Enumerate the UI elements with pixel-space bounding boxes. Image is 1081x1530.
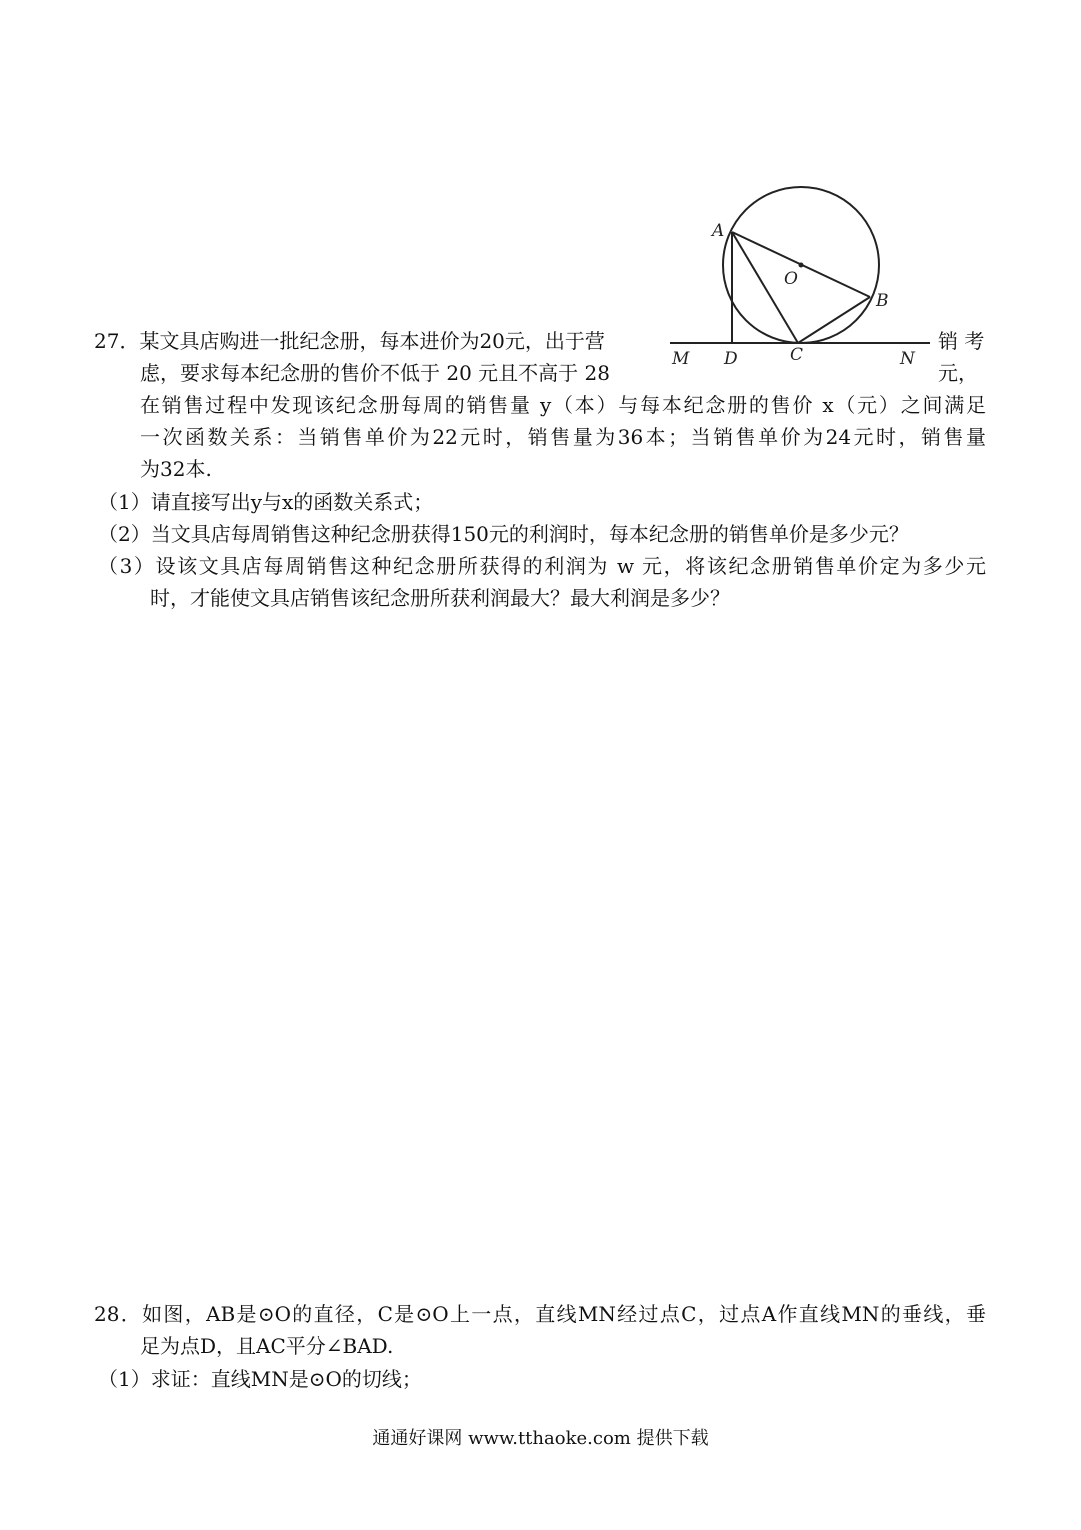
q27-part2: （2）当文具店每周销售这种纪念册获得150元的利润时，每本纪念册的销售单价是多少元？: [98, 522, 909, 546]
center-dot: [799, 263, 804, 268]
label-m: M: [672, 349, 690, 369]
label-c: C: [790, 345, 804, 365]
q27-part1: （1）请直接写出y与x的函数关系式；: [98, 490, 434, 514]
q27-line1-right: 销 考: [938, 329, 985, 353]
q28-line1: 28．如图，AB是⊙O的直径，C是⊙O上一点，直线MN经过点C，过点A作直线MN的垂线，垂: [94, 1302, 986, 1326]
q28-line2: 足为点D，且AC平分∠BAD.: [140, 1334, 394, 1358]
label-d: D: [724, 349, 738, 369]
q27-line2-right: 元，: [938, 361, 978, 385]
q27-line3: 在销售过程中发现该纪念册每周的销售量 y（本）与每本纪念册的售价 x（元）之间满足: [140, 393, 986, 417]
q27-part3-line1: （3）设该文具店每周销售这种纪念册所获得的利润为 w 元，将该纪念册销售单价定为多少元: [98, 554, 986, 578]
label-o: O: [784, 269, 798, 289]
label-n: N: [900, 349, 915, 369]
q27-line5: 为32本.: [140, 457, 212, 481]
q27-line1-left: 27．某文具店购进一批纪念册，每本进价为20元，出于营: [94, 329, 605, 353]
q27-part3-line2: 时，才能使文具店销售该纪念册所获利润最大？最大利润是多少？: [150, 586, 730, 610]
geometry-figure: [660, 180, 940, 370]
q28-part1: （1）求证：直线MN是⊙O的切线；: [98, 1367, 422, 1391]
label-a: A: [712, 221, 725, 241]
page-footer: 通通好课网 www.tthaoke.com 提供下载: [372, 1428, 709, 1449]
q27-line2-left: 虑，要求每本纪念册的售价不低于 20 元且不高于 28: [140, 361, 610, 385]
label-b: B: [876, 291, 889, 311]
q27-line4: 一次函数关系：当销售单价为22元时，销售量为36本；当销售单价为24元时，销售量: [140, 425, 986, 449]
